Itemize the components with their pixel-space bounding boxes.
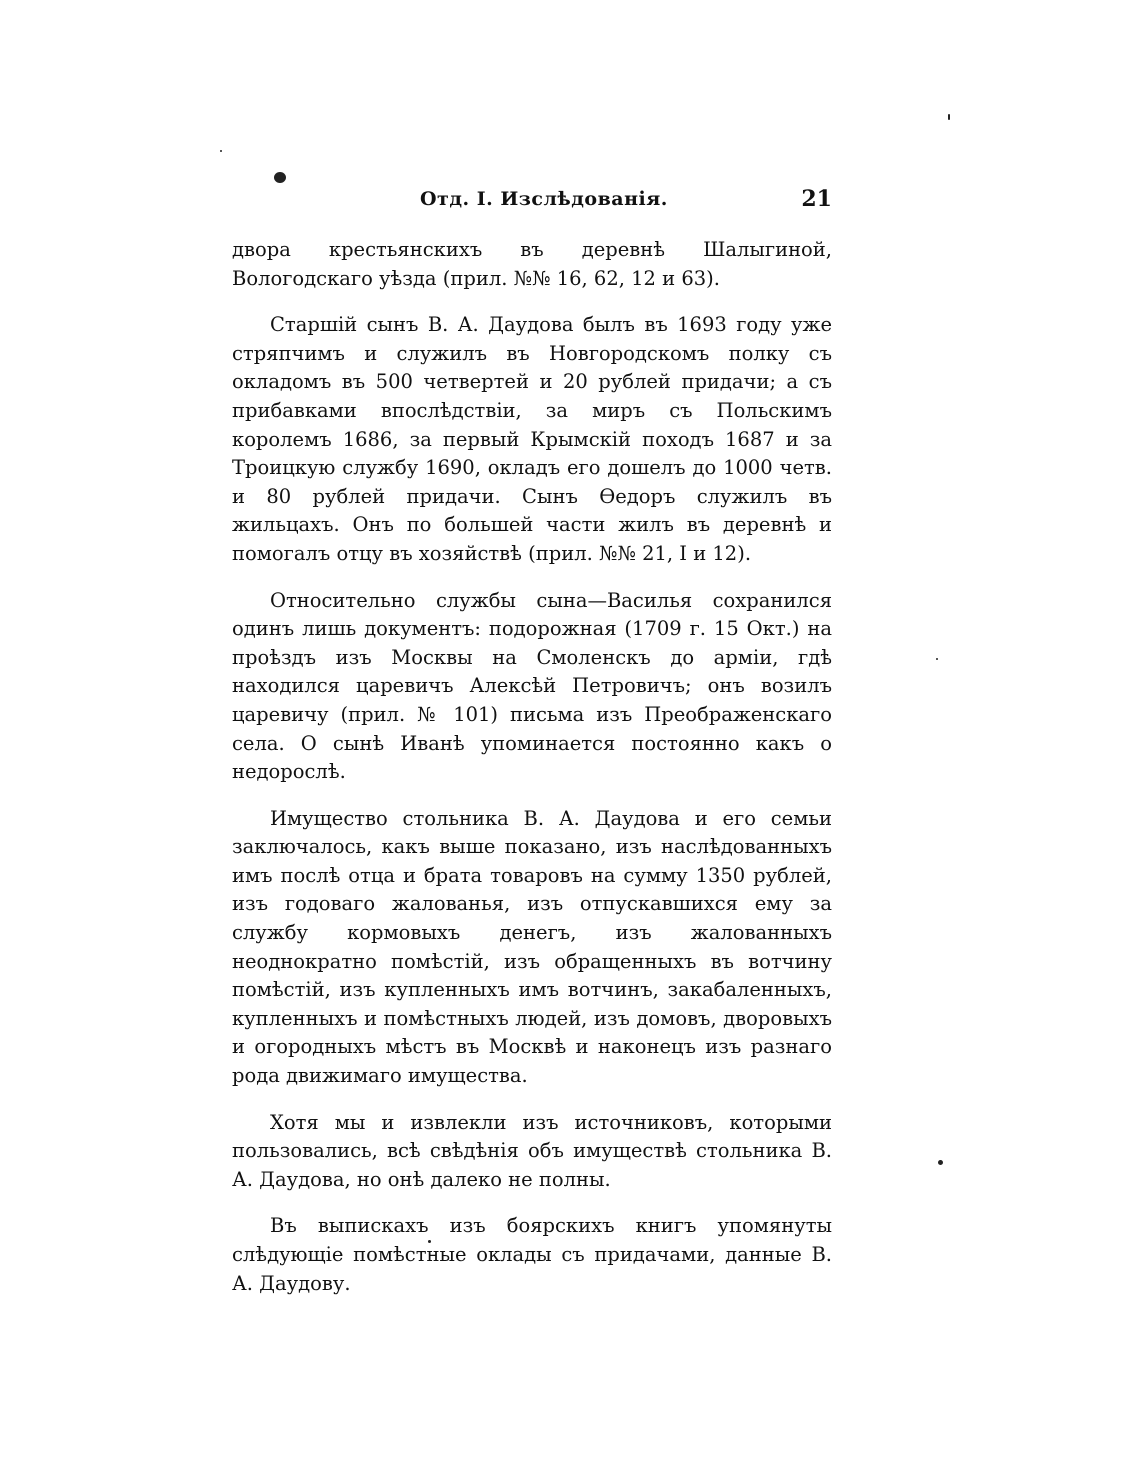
body-text bbox=[232, 236, 832, 1298]
ink-speck bbox=[936, 658, 938, 660]
ink-blot bbox=[274, 172, 286, 183]
paragraph-continued: двора крестьянскихъ въ деревнѣ Шалыгиной, Вологодскаго уѣзда (прил. №№ 16, 62, 12 и 63). bbox=[232, 238, 832, 290]
paragraph: Хотя мы и извлекли изъ источниковъ, которыми пользовались, всѣ свѣдѣнія объ имуществѣ стольника В. А. Даудова, но онѣ далеко не полны. bbox=[232, 1110, 832, 1191]
ink-speck bbox=[938, 1160, 943, 1165]
paragraph: Старшій сынъ В. А. Даудова былъ въ 1693 году уже стряпчимъ и служилъ въ Новгородскомъ полку съ окладомъ въ 500 четвертей и 20 рублей придачи; а съ прибавками впослѣдствіи, за миръ съ Польскимъ королемъ 1686, за первый Крымскій походъ 1687 и за Троицкую службу 1690, окладъ его дошелъ до 1000 четв. и 80 рублей придачи. Сынъ Ѳедоръ служилъ въ жильцахъ. Онъ по большей части жилъ въ деревнѣ и помогалъ отцу въ хозяйствѣ (прил. №№ 21, I и 12). bbox=[232, 313, 832, 565]
running-title: Отд. I. Изслѣдованія. bbox=[420, 188, 668, 210]
paragraph: Относительно службы сына—Василья сохранился одинъ лишь документъ: подорожная (1709 г. 15 Окт.) на проѣздъ изъ Москвы на Смоленскъ до арміи, гдѣ находился царевичъ Алексѣй Петровичъ; онъ возилъ царевичу (прил. № 101) письма изъ Преображенскаго села. О сынѣ Иванѣ упоминается постоянно какъ о недорослѣ. bbox=[232, 588, 832, 784]
page-number: 21 bbox=[801, 186, 832, 212]
ink-speck bbox=[948, 114, 950, 120]
paragraph: Въ выпискахъ изъ боярскихъ книгъ упомянуты слѣдующіе помѣстные оклады съ придачами, данные В. А. Даудову. bbox=[232, 1214, 832, 1295]
page-header bbox=[232, 188, 832, 218]
ink-speck bbox=[220, 150, 222, 152]
paragraph: Имущество стольника В. А. Даудова и его семьи заключалось, какъ выше показано, изъ наслѣдованныхъ имъ послѣ отца и брата товаровъ на сумму 1350 рублей, изъ годоваго жалованья, изъ отпускавшихся ему за службу кормовыхъ денегъ, изъ жалованныхъ неоднократно помѣстій, изъ обращенныхъ въ вотчину помѣстій, изъ купленныхъ имъ вотчинъ, закабаленныхъ, купленныхъ и помѣстныхъ людей, изъ домовъ, дворовыхъ и огородныхъ мѣстъ въ Москвѣ и наконецъ изъ разнаго рода движимаго имущества. bbox=[232, 806, 832, 1088]
